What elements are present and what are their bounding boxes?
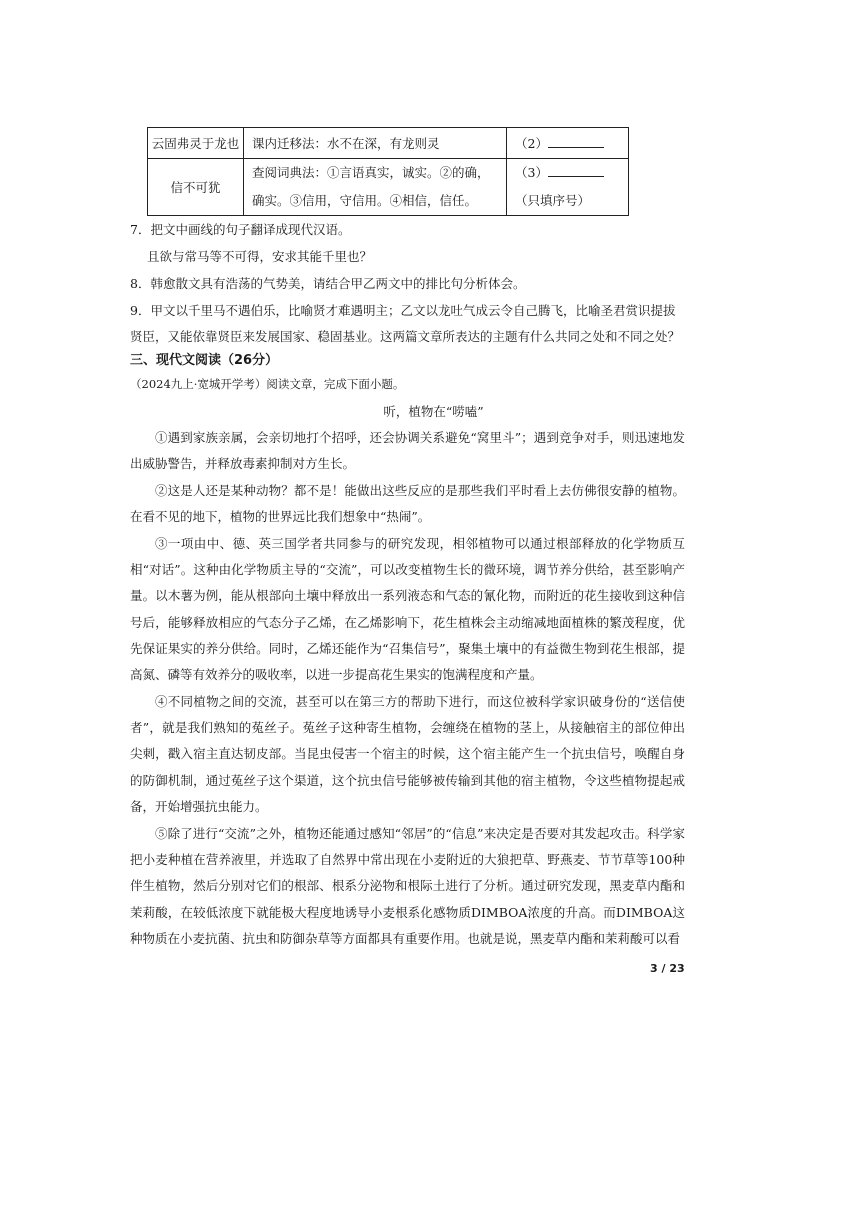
answer-label: （3） [515, 165, 548, 180]
answer-blank[interactable] [548, 162, 604, 177]
page-number: 3 / 23 [650, 962, 685, 975]
table-cell-answer [507, 159, 629, 216]
table-cell-term: 信不可犹 [148, 159, 244, 216]
question-9-line1: 9．甲文以千里马不遇伯乐，比喻贤才难遇明主；乙文以龙吐气成云令自己腾飞，比喻圣君赏识提拔 [130, 303, 676, 318]
question-8: 8．韩愈散文具有浩荡的气势美，请结合甲乙两文中的排比句分析体会。 [130, 276, 526, 291]
vocabulary-table [147, 127, 629, 216]
table-cell-answer [507, 128, 629, 159]
table-cell-explain: 课内迁移法：水不在深，有龙则灵 [244, 128, 507, 159]
question-7-sentence: 且欲与常马等不可得，安求其能千里也？ [147, 249, 373, 264]
paragraph-1: ①遇到家族亲属，会亲切地打个招呼，还会协调关系避免“窝里斗”；遇到竞争对手，则迅速地发出威胁警告，并释放毒素抑制对方生长。 [130, 430, 685, 472]
article-title: 听，植物在“唠嗑” [383, 404, 484, 419]
paragraph-5: ⑤除了进行“交流”之外，植物还能通过感知“邻居”的“信息”来决定是否要对其发起攻击。科学家把小麦种植在营养液里，并选取了自然界中常出现在小麦附近的大狼把草、野燕麦、节节草等100种伴生植物，然后分别对它们的根部、根系分泌物和根际土进行了分析。通过研究发现，黑麦草内酯和茉莉酸，在较低浓度下就能极大程度地诱导小麦根系化感物质DIMBOA浓度的升高。而DIMBOA这种物质在小麦抗菌、抗虫和防御杂草等方面都具有重要作用。也就是说，黑麦草内酯和茉莉酸可以看 [130, 826, 685, 946]
table-row [148, 128, 629, 159]
table-cell-term: 云固弗灵于龙也 [148, 128, 244, 159]
table-cell-explain: 查阅词典法：①言语真实，诚实。②的确，确实。③信用，守信用。④相信，信任。 [244, 159, 507, 216]
paragraph-3: ③一项由中、德、英三国学者共同参与的研究发现，相邻植物可以通过根部释放的化学物质互相“对话”。这种由化学物质主导的“交流”，可以改变植物生长的微环境，调节养分供给，甚至影响产量。以木薯为例，能从根部向土壤中释放出一系列液态和气态的氰化物，而附近的花生接收到这种信号后，能够释放相应的气态分子乙烯，在乙烯影响下，花生植株会主动缩减地面植株的繁茂程度，优先保证果实的养分供给。同时，乙烯还能作为“召集信号”，聚集土壤中的有益微生物到花生根部，提高氮、磷等有效养分的吸收率，以进一步提高花生果实的饱满程度和产量。 [130, 536, 685, 683]
answer-note: （只填序号） [515, 193, 591, 208]
paragraph-2: ②这是人还是某种动物？都不是！能做出这些反应的是那些我们平时看上去仿佛很安静的植物。在看不见的地下，植物的世界远比我们想象中“热闹”。 [130, 483, 685, 525]
section-heading: 三、现代文阅读（26分） [130, 353, 279, 368]
paragraph-4: ④不同植物之间的交流，甚至可以在第三方的帮助下进行，而这位被科学家识破身份的“送信使者”，就是我们熟知的菟丝子。菟丝子这种寄生植物，会缠绕在植物的茎上，从接触宿主的部位伸出尖刺，戳入宿主直达韧皮部。当昆虫侵害一个宿主的时候，这个宿主能产生一个抗虫信号，唤醒自身的防御机制，通过菟丝子这个渠道，这个抗虫信号能够被传输到其他的宿主植物，令这些植物提起戒备，开始增强抗虫能力。 [130, 694, 685, 814]
question-9-line2: 贤臣，又能依靠贤臣来发展国家、稳固基业。这两篇文章所表达的主题有什么共同之处和不同之处？ [130, 329, 681, 344]
question-7: 7．把文中画线的句子翻译成现代汉语。 [130, 222, 351, 237]
source-note: （2024九上·宽城开学考）阅读文章，完成下面小题。 [130, 377, 405, 391]
table-row [148, 159, 629, 216]
answer-blank[interactable] [548, 133, 604, 148]
answer-label: （2） [515, 135, 548, 151]
